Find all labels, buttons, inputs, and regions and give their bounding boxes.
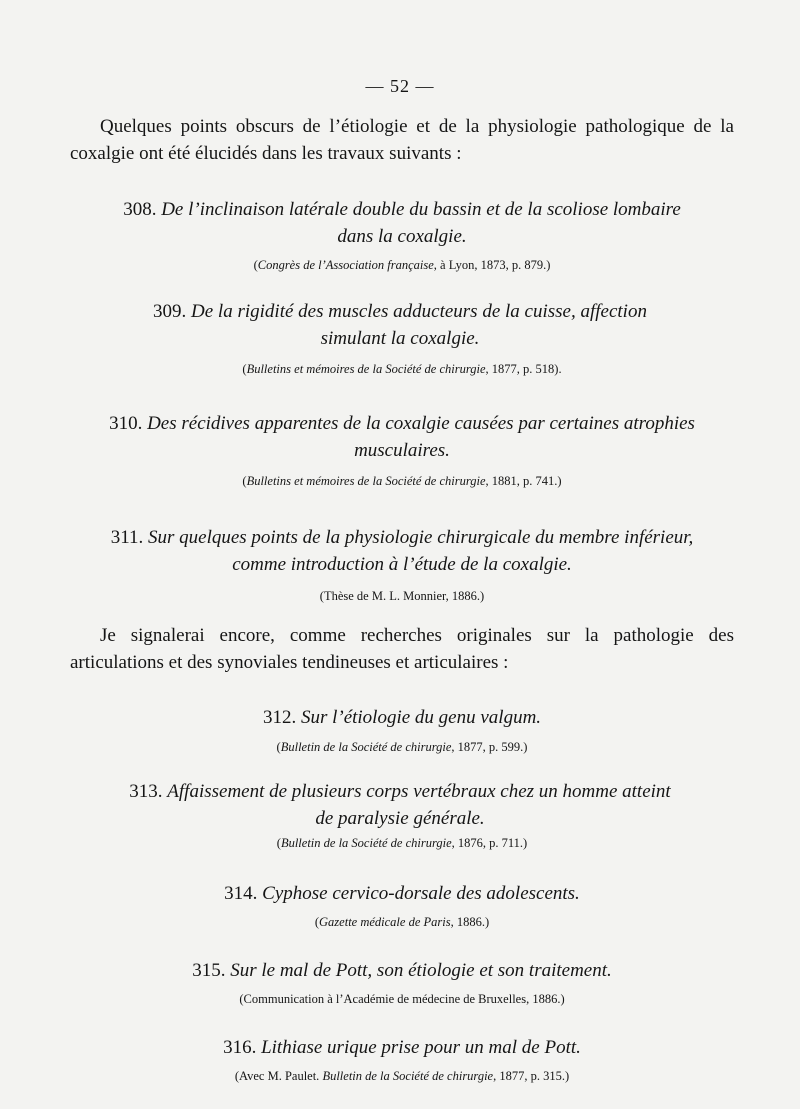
entry-309-title [90, 298, 710, 352]
entry-311-source-details: (Thèse de M. L. Monnier, 1886.) [319, 589, 485, 603]
entry-309-source: (Bulletins et mémoires de la Société de chirurgie, 1877, p. 518). [242, 362, 562, 376]
entry-309-title-line2: simulant la coxalgie. [320, 328, 480, 349]
entry-308-number: 308. [123, 199, 157, 220]
entry-313-title-line2: de paralysie générale. [315, 808, 485, 829]
entry-313-source-journal: Bulletin de la Société de chirurgie [280, 836, 452, 850]
entry-308-source-details: , à Lyon, 1873, p. 879.) [433, 258, 551, 272]
entry-310-title-line1: Des récidives apparentes de la coxalgie causées par certaines atrophies [147, 413, 695, 434]
entry-311-title-line1: Sur quelques points de la physiologie chirurgicale du membre inférieur, [148, 527, 694, 548]
page-number: — 52 — [365, 76, 435, 96]
entry-310-number: 310. [109, 413, 143, 434]
entry-315-title [70, 957, 734, 984]
entry-315-source [70, 991, 734, 1007]
entry-314-title-line1: Cyphose cervico-dorsale des adolescents. [262, 883, 580, 904]
entry-311-number: 311. [110, 527, 144, 548]
entry-313-source-details: , 1876, p. 711.) [451, 836, 528, 850]
entry-310-title-line2: musculaires. [354, 440, 450, 461]
intro-text: Quelques points obscurs de l’étiologie et de la physiologie pathologique de la coxalgie ont été élucidés dans les travaux suivants : [70, 116, 734, 164]
entry-314-number: 314. [224, 883, 258, 904]
entry-316-source-details: , 1877, p. 315.) [493, 1069, 570, 1083]
entry-310-source-details: , 1881, p. 741.) [485, 474, 562, 488]
entry-316-source: (Avec M. Paulet. Bulletin de la Société de chirurgie, 1877, p. 315.) [234, 1069, 570, 1083]
entry-316-title-line1: Lithiase urique prise pour un mal de Pott. [261, 1037, 581, 1058]
entry-310-source-journal: Bulletins et mémoires de la Société de chirurgie [246, 474, 486, 488]
entry-312-source-journal: Bulletin de la Société de chirurgie [280, 740, 452, 754]
entry-309-title-line1: De la rigidité des muscles adducteurs de la cuisse, affection [191, 301, 647, 322]
entry-314-source-details: , 1886.) [450, 915, 490, 929]
entry-308-source-journal: Congrès de l’Association française [257, 258, 434, 272]
entry-311-source [70, 588, 734, 604]
entry-313-title [90, 778, 710, 832]
second-intro-text: Je signalerai encore, comme recherches originales sur la pathologie des articulations et des synoviales tendineuses et articulaires : [70, 625, 734, 673]
entry-309-source-details: , 1877, p. 518). [485, 362, 562, 376]
entry-313-title-line1: Affaissement de plusieurs corps vertébraux chez un homme atteint [167, 781, 671, 802]
entry-312-title-line1: Sur l’étiologie du genu valgum. [300, 707, 542, 728]
entry-308-title-line1: De l’inclinaison latérale double du bassin et de la scoliose lombaire [161, 199, 681, 220]
entry-309-number: 309. [153, 301, 187, 322]
entry-312-source: (Bulletin de la Société de chirurgie, 1877, p. 599.) [276, 740, 528, 754]
entry-310-source: (Bulletins et mémoires de la Société de chirurgie, 1881, p. 741.) [242, 474, 562, 488]
entry-315-number: 315. [192, 960, 226, 981]
entry-316-number: 316. [223, 1037, 257, 1058]
entry-315-source-details: (Communication à l’Académie de médecine de Bruxelles, 1886.) [239, 992, 565, 1006]
entry-314-source-journal: Gazette médicale de Paris [319, 915, 451, 929]
second-intro-paragraph [70, 622, 734, 676]
entry-309-source-journal: Bulletins et mémoires de la Société de chirurgie [246, 362, 486, 376]
entry-313-number: 313. [129, 781, 163, 802]
entry-308-title [70, 196, 734, 250]
entry-316-source-journal: Bulletin de la Société de chirurgie [322, 1069, 494, 1083]
entry-315-title-line1: Sur le mal de Pott, son étiologie et son traitement. [230, 960, 612, 981]
entry-314-source: (Gazette médicale de Paris, 1886.) [314, 915, 490, 929]
entry-308-source: (Congrès de l’Association française, à Lyon, 1873, p. 879.) [253, 258, 551, 272]
entry-312-title [70, 704, 734, 731]
entry-310-title [70, 410, 734, 464]
entry-312-number: 312. [262, 707, 297, 728]
intro-paragraph [70, 113, 734, 167]
entry-313-source: (Bulletin de la Société de chirurgie, 1876, p. 711.) [276, 836, 528, 850]
entry-316-title [70, 1034, 734, 1061]
entry-311-title [70, 524, 734, 578]
entry-314-title [70, 880, 734, 907]
entry-312-source-details: , 1877, p. 599.) [451, 740, 528, 754]
entry-308-title-line2: dans la coxalgie. [337, 226, 467, 247]
entry-311-title-line2: comme introduction à l’étude de la coxalgie. [232, 554, 572, 575]
